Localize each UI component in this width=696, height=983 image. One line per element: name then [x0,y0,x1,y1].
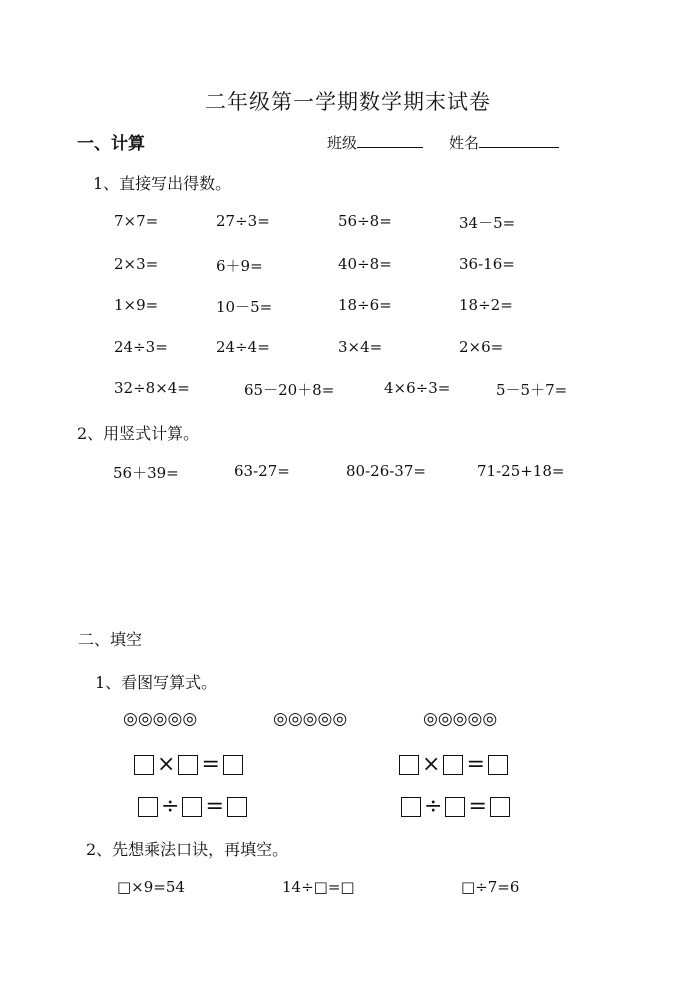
answer-box[interactable] [445,797,465,817]
calc-item: 5－5＋7= [496,381,568,399]
class-field [327,131,423,153]
name-blank[interactable] [479,131,559,148]
vertical-calc-item: 71-25+18= [477,462,565,480]
calc-item: 24÷4= [216,338,270,356]
answer-box[interactable] [182,797,202,817]
vertical-calc-item: 63-27= [234,462,290,480]
calc-item: 27÷3= [216,212,270,230]
answer-box[interactable] [178,755,198,775]
equals-sign: = [466,751,485,777]
answer-box[interactable] [134,755,154,775]
calc-item: 18÷6= [338,296,392,314]
calc-item: 6＋9= [216,257,263,275]
answer-box[interactable] [488,755,508,775]
class-blank[interactable] [357,131,423,148]
multiply-sign: × [157,751,176,777]
answer-box[interactable] [227,797,247,817]
fill-item: □÷7=6 [461,878,520,896]
circle-group: ◎◎◎◎◎ [423,709,498,729]
divide-equation-right [401,793,510,817]
calc-item: 18÷2= [459,296,513,314]
answer-box[interactable] [443,755,463,775]
equals-sign: = [201,751,220,777]
calc-item: 7×7= [114,212,159,230]
vertical-calc-item: 56＋39= [113,464,179,482]
calc-item: 24÷3= [114,338,168,356]
section-1-heading: 一、计算 [77,134,145,154]
multiply-equation-right [399,751,508,775]
question-1-label: 1、直接写出得数。 [93,174,232,193]
fill-item: 14÷□=□ [282,878,355,896]
calc-item: 32÷8×4= [114,379,190,397]
calc-item: 2×6= [459,338,504,356]
name-field [449,131,559,153]
answer-box[interactable] [401,797,421,817]
calc-item: 34－5= [459,214,516,232]
name-label: 姓名 [449,134,480,152]
calc-item: 1×9= [114,296,159,314]
multiply-sign: × [422,751,441,777]
calc-item: 4×6÷3= [384,379,451,397]
class-label: 班级 [327,134,358,152]
page-title: 二年级第一学期数学期末试卷 [205,90,491,114]
circle-group: ◎◎◎◎◎ [123,709,198,729]
calc-item: 40÷8= [338,255,392,273]
question-2-label: 2、用竖式计算。 [77,424,200,443]
equals-sign: = [205,793,224,819]
calc-item: 10－5= [216,298,273,316]
multiply-equation-left [134,751,243,775]
question-4-label: 2、先想乘法口诀，再填空。 [86,840,289,859]
answer-box[interactable] [399,755,419,775]
answer-box[interactable] [223,755,243,775]
calc-item: 3×4= [338,338,383,356]
calc-item: 65－20＋8= [244,381,335,399]
equals-sign: = [468,793,487,819]
divide-sign: ÷ [424,793,443,819]
vertical-calc-item: 80-26-37= [346,462,426,480]
divide-equation-left [138,793,247,817]
divide-sign: ÷ [161,793,180,819]
calc-item: 36-16= [459,255,515,273]
question-3-label: 1、看图写算式。 [95,673,218,692]
answer-box[interactable] [490,797,510,817]
calc-item: 2×3= [114,255,159,273]
answer-box[interactable] [138,797,158,817]
circle-group: ◎◎◎◎◎ [273,709,348,729]
section-2-heading: 二、填空 [78,630,143,649]
fill-item: □×9=54 [117,878,185,896]
calc-item: 56÷8= [338,212,392,230]
